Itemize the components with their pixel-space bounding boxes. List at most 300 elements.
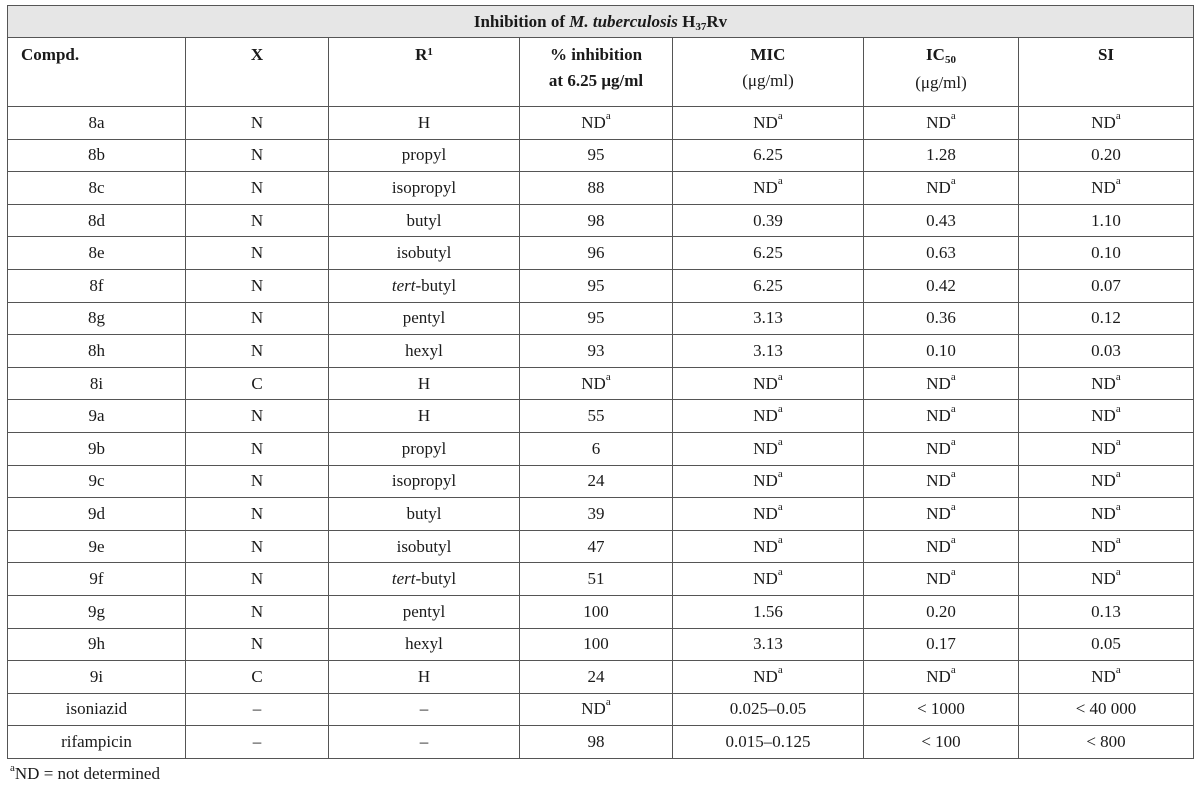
cell-si (1019, 563, 1194, 596)
cell-si-value: ND (1091, 112, 1116, 132)
cell-r1 (329, 269, 520, 302)
cell-r1-italic: tert (391, 569, 416, 589)
table-row (8, 595, 1194, 628)
cell-r1 (329, 595, 520, 628)
header-inhibition (520, 38, 673, 107)
cell-mic-value: 0.015–0.125 (725, 732, 811, 752)
cell-r1-text: – (419, 732, 429, 752)
cell-si-footnote-mark: a (1115, 468, 1121, 481)
cell-ic50-value: ND (926, 406, 951, 426)
cell-r1-text: isobutyl (396, 536, 452, 556)
cell-inhibition-value: 88 (587, 177, 605, 197)
cell-compd: 8c (8, 172, 186, 205)
cell-ic50 (864, 465, 1019, 498)
table-row (8, 335, 1194, 368)
table-row (8, 237, 1194, 270)
cell-ic50 (864, 530, 1019, 563)
cell-compd: 9h (8, 628, 186, 661)
cell-x: N (186, 563, 329, 596)
cell-r1-text: isobutyl (396, 243, 452, 263)
cell-si (1019, 269, 1194, 302)
cell-x: – (186, 693, 329, 726)
cell-ic50-footnote-mark: a (950, 500, 956, 513)
cell-si-value: 0.05 (1091, 634, 1121, 654)
cell-r1-text: propyl (401, 438, 447, 458)
cell-si-value: 0.20 (1091, 145, 1121, 165)
cell-si-footnote-mark: a (1115, 370, 1121, 383)
header-ic50-sub: 50 (944, 54, 956, 66)
cell-compd: 8i (8, 367, 186, 400)
cell-si (1019, 726, 1194, 759)
header-si: SI (1019, 38, 1194, 107)
cell-mic (673, 204, 864, 237)
cell-ic50 (864, 172, 1019, 205)
cell-si (1019, 530, 1194, 563)
cell-compd: 8f (8, 269, 186, 302)
cell-compd: isoniazid (8, 693, 186, 726)
cell-inhibition (520, 367, 673, 400)
cell-si-value: ND (1091, 177, 1116, 197)
cell-si-value: ND (1091, 406, 1116, 426)
cell-r1 (329, 726, 520, 759)
cell-mic (673, 302, 864, 335)
cell-inhibition (520, 172, 673, 205)
cell-inhibition (520, 498, 673, 531)
header-r1-base: R (415, 45, 428, 64)
cell-r1 (329, 693, 520, 726)
table-row (8, 726, 1194, 759)
cell-inhibition-value: 98 (587, 732, 605, 752)
cell-mic-value: 1.56 (753, 601, 783, 621)
cell-mic-value: 3.13 (753, 308, 783, 328)
cell-r1 (329, 498, 520, 531)
cell-mic (673, 400, 864, 433)
cell-x: N (186, 432, 329, 465)
cell-r1 (329, 563, 520, 596)
cell-r1-text: butyl (406, 210, 442, 230)
cell-ic50 (864, 107, 1019, 140)
cell-inhibition (520, 139, 673, 172)
cell-mic (673, 498, 864, 531)
cell-compd: 9e (8, 530, 186, 563)
cell-inhibition-footnote-mark: a (605, 109, 611, 122)
cell-compd: 8d (8, 204, 186, 237)
cell-ic50 (864, 204, 1019, 237)
cell-ic50-footnote-mark: a (950, 566, 956, 579)
cell-compd: rifampicin (8, 726, 186, 759)
cell-inhibition-value: 95 (587, 275, 605, 295)
header-mic (673, 38, 864, 107)
cell-inhibition-value: 100 (583, 634, 609, 654)
title-strain-main: H (682, 11, 696, 31)
cell-r1-text: H (417, 406, 431, 426)
cell-si (1019, 172, 1194, 205)
cell-compd: 9b (8, 432, 186, 465)
cell-mic-value: ND (753, 177, 778, 197)
cell-si-value: < 800 (1086, 732, 1126, 752)
cell-inhibition-value: 55 (587, 406, 605, 426)
header-ic50-line1 (870, 42, 1012, 70)
cell-inhibition (520, 465, 673, 498)
title-prefix: Inhibition of (473, 11, 570, 31)
cell-mic-footnote-mark: a (777, 566, 783, 579)
cell-si (1019, 237, 1194, 270)
cell-ic50-footnote-mark: a (950, 663, 956, 676)
cell-si-footnote-mark: a (1115, 435, 1121, 448)
cell-compd: 8e (8, 237, 186, 270)
cell-mic (673, 530, 864, 563)
cell-r1-text: isopropyl (391, 177, 457, 197)
cell-x: N (186, 269, 329, 302)
header-compd: Compd. (8, 38, 186, 107)
cell-r1-italic: tert (391, 275, 416, 295)
cell-si (1019, 595, 1194, 628)
cell-ic50-value: 0.10 (926, 340, 956, 360)
cell-r1-text: isopropyl (391, 471, 457, 491)
header-mic-line1: MIC (750, 45, 786, 64)
cell-mic (673, 661, 864, 694)
cell-r1 (329, 139, 520, 172)
cell-r1 (329, 107, 520, 140)
cell-si (1019, 400, 1194, 433)
table-title-row (8, 6, 1194, 38)
cell-compd: 8b (8, 139, 186, 172)
table-container (7, 5, 1193, 784)
cell-ic50-value: 0.36 (926, 308, 956, 328)
table-row (8, 563, 1194, 596)
cell-ic50 (864, 661, 1019, 694)
cell-mic-footnote-mark: a (777, 174, 783, 187)
cell-inhibition (520, 400, 673, 433)
cell-mic-value: 3.13 (753, 634, 783, 654)
cell-inhibition-value: 24 (587, 471, 605, 491)
cell-r1 (329, 628, 520, 661)
cell-r1 (329, 237, 520, 270)
header-inhibition-line2: at 6.25 μg/ml (548, 71, 644, 90)
cell-r1 (329, 204, 520, 237)
cell-ic50-value: 0.42 (926, 275, 956, 295)
cell-inhibition-value: 51 (587, 569, 605, 589)
cell-r1-text: hexyl (405, 634, 443, 654)
cell-ic50-value: 0.63 (926, 243, 956, 263)
cell-si (1019, 204, 1194, 237)
cell-x: N (186, 465, 329, 498)
cell-ic50-value: ND (926, 666, 951, 686)
cell-mic (673, 432, 864, 465)
cell-inhibition-value: ND (581, 112, 606, 132)
cell-si-footnote-mark: a (1115, 109, 1121, 122)
header-r1 (329, 38, 520, 107)
table-row (8, 628, 1194, 661)
cell-si-footnote-mark: a (1115, 533, 1121, 546)
cell-si-value: ND (1091, 666, 1116, 686)
cell-ic50-value: 1.28 (926, 145, 956, 165)
cell-mic (673, 367, 864, 400)
cell-si-footnote-mark: a (1115, 566, 1121, 579)
cell-x: C (186, 661, 329, 694)
title-strain-end: Rv (706, 11, 728, 31)
cell-x: N (186, 107, 329, 140)
cell-inhibition (520, 269, 673, 302)
cell-si-value: ND (1091, 438, 1116, 458)
cell-ic50-value: ND (926, 569, 951, 589)
cell-mic (673, 726, 864, 759)
cell-inhibition-footnote-mark: a (605, 370, 611, 383)
cell-inhibition-value: 6 (591, 438, 601, 458)
footnote-text: ND = not determined (14, 763, 160, 783)
cell-compd: 8h (8, 335, 186, 368)
cell-x: N (186, 400, 329, 433)
cell-x: C (186, 367, 329, 400)
cell-si-value: 0.13 (1091, 601, 1121, 621)
cell-mic-footnote-mark: a (777, 109, 783, 122)
header-ic50 (864, 38, 1019, 107)
cell-inhibition (520, 237, 673, 270)
table-title (8, 6, 1194, 38)
cell-compd: 9f (8, 563, 186, 596)
header-ic50-base: IC (926, 45, 945, 64)
cell-r1 (329, 432, 520, 465)
table-row (8, 693, 1194, 726)
cell-r1-text: pentyl (402, 601, 446, 621)
cell-inhibition-value: 98 (587, 210, 605, 230)
cell-r1 (329, 335, 520, 368)
cell-si-footnote-mark: a (1115, 663, 1121, 676)
cell-inhibition (520, 595, 673, 628)
cell-ic50-value: 0.43 (926, 210, 956, 230)
cell-ic50-footnote-mark: a (950, 174, 956, 187)
cell-mic-value: 6.25 (753, 145, 783, 165)
cell-ic50-footnote-mark: a (950, 533, 956, 546)
cell-si-value: 0.03 (1091, 340, 1121, 360)
cell-r1-text: – (419, 699, 429, 719)
title-strain-sub: 37 (695, 20, 707, 33)
table-row (8, 530, 1194, 563)
cell-r1-text: butyl (406, 503, 442, 523)
cell-r1-text: -butyl (415, 275, 457, 295)
cell-si (1019, 335, 1194, 368)
cell-r1-text: pentyl (402, 308, 446, 328)
cell-si-value: ND (1091, 536, 1116, 556)
cell-si (1019, 107, 1194, 140)
cell-mic-footnote-mark: a (777, 468, 783, 481)
cell-inhibition (520, 530, 673, 563)
cell-si-footnote-mark: a (1115, 403, 1121, 416)
cell-inhibition-value: 95 (587, 308, 605, 328)
cell-mic (673, 465, 864, 498)
cell-mic-value: ND (753, 438, 778, 458)
cell-mic-value: ND (753, 569, 778, 589)
cell-si (1019, 628, 1194, 661)
cell-inhibition (520, 661, 673, 694)
cell-r1 (329, 530, 520, 563)
table-row (8, 400, 1194, 433)
cell-x: N (186, 628, 329, 661)
cell-ic50 (864, 595, 1019, 628)
header-r1-sup: 1 (427, 46, 433, 58)
cell-mic-value: ND (753, 666, 778, 686)
cell-mic (673, 139, 864, 172)
cell-mic-value: ND (753, 373, 778, 393)
cell-x: N (186, 204, 329, 237)
cell-r1 (329, 661, 520, 694)
cell-r1-text: H (417, 666, 431, 686)
cell-si (1019, 302, 1194, 335)
cell-si (1019, 139, 1194, 172)
cell-ic50 (864, 432, 1019, 465)
inhibition-table (7, 5, 1194, 759)
cell-si (1019, 465, 1194, 498)
cell-r1-text: H (417, 112, 431, 132)
cell-inhibition (520, 726, 673, 759)
cell-si-footnote-mark: a (1115, 500, 1121, 513)
cell-mic-value: ND (753, 536, 778, 556)
cell-x: N (186, 595, 329, 628)
table-row (8, 432, 1194, 465)
table-row (8, 107, 1194, 140)
cell-x: N (186, 530, 329, 563)
cell-mic (673, 628, 864, 661)
cell-x: N (186, 139, 329, 172)
header-inhibition-line1: % inhibition (549, 45, 643, 64)
cell-mic-footnote-mark: a (777, 533, 783, 546)
cell-inhibition (520, 204, 673, 237)
cell-inhibition (520, 563, 673, 596)
cell-inhibition (520, 302, 673, 335)
cell-mic-value: 0.025–0.05 (729, 699, 807, 719)
cell-ic50 (864, 139, 1019, 172)
cell-si-value: ND (1091, 373, 1116, 393)
cell-si-value: ND (1091, 471, 1116, 491)
cell-ic50-footnote-mark: a (950, 435, 956, 448)
table-row (8, 367, 1194, 400)
cell-compd: 9g (8, 595, 186, 628)
title-strain (682, 12, 727, 31)
cell-inhibition (520, 693, 673, 726)
cell-inhibition-value: 95 (587, 145, 605, 165)
cell-r1-text: propyl (401, 145, 447, 165)
cell-ic50 (864, 563, 1019, 596)
cell-ic50 (864, 726, 1019, 759)
cell-r1-text: H (417, 373, 431, 393)
cell-ic50 (864, 237, 1019, 270)
footnote (7, 761, 1193, 784)
cell-ic50-value: 0.20 (926, 601, 956, 621)
cell-x: N (186, 498, 329, 531)
table-body (8, 107, 1194, 759)
cell-inhibition-value: 93 (587, 340, 605, 360)
header-ic50-line2: (μg/ml) (915, 73, 967, 92)
cell-inhibition-value: ND (581, 373, 606, 393)
cell-x: N (186, 237, 329, 270)
table-row (8, 465, 1194, 498)
cell-si (1019, 661, 1194, 694)
cell-ic50 (864, 498, 1019, 531)
cell-mic-footnote-mark: a (777, 663, 783, 676)
cell-ic50-value: ND (926, 112, 951, 132)
cell-compd: 8a (8, 107, 186, 140)
cell-mic-value: ND (753, 406, 778, 426)
cell-si-value: 0.07 (1091, 275, 1121, 295)
cell-mic-value: 3.13 (753, 340, 783, 360)
cell-mic (673, 335, 864, 368)
table-row (8, 661, 1194, 694)
cell-si (1019, 498, 1194, 531)
cell-r1 (329, 465, 520, 498)
cell-inhibition-value: 24 (587, 666, 605, 686)
cell-r1-text: hexyl (405, 340, 443, 360)
cell-ic50-footnote-mark: a (950, 468, 956, 481)
cell-si (1019, 367, 1194, 400)
cell-ic50 (864, 302, 1019, 335)
table-row (8, 204, 1194, 237)
cell-mic (673, 107, 864, 140)
table-row (8, 269, 1194, 302)
header-mic-line2: (μg/ml) (742, 71, 794, 90)
cell-inhibition-footnote-mark: a (605, 696, 611, 709)
cell-x: N (186, 335, 329, 368)
cell-ic50-value: ND (926, 536, 951, 556)
cell-ic50-value: < 100 (921, 732, 961, 752)
cell-mic-footnote-mark: a (777, 435, 783, 448)
cell-r1-text: -butyl (415, 569, 457, 589)
table-row (8, 302, 1194, 335)
cell-r1 (329, 367, 520, 400)
cell-mic (673, 563, 864, 596)
cell-r1 (329, 172, 520, 205)
cell-mic-value: 0.39 (753, 210, 783, 230)
cell-mic-value: 6.25 (753, 243, 783, 263)
cell-ic50-value: ND (926, 438, 951, 458)
cell-mic-value: ND (753, 471, 778, 491)
cell-ic50 (864, 269, 1019, 302)
cell-mic (673, 693, 864, 726)
cell-ic50 (864, 693, 1019, 726)
cell-mic-footnote-mark: a (777, 370, 783, 383)
header-x: X (186, 38, 329, 107)
table-row (8, 172, 1194, 205)
cell-x: N (186, 302, 329, 335)
cell-ic50 (864, 367, 1019, 400)
cell-mic-value: ND (753, 112, 778, 132)
cell-ic50 (864, 335, 1019, 368)
cell-inhibition (520, 335, 673, 368)
cell-ic50-value: ND (926, 373, 951, 393)
cell-r1 (329, 302, 520, 335)
cell-si-value: 1.10 (1091, 210, 1121, 230)
cell-mic-footnote-mark: a (777, 500, 783, 513)
cell-ic50-value: ND (926, 503, 951, 523)
cell-compd: 9d (8, 498, 186, 531)
cell-ic50-value: ND (926, 177, 951, 197)
cell-inhibition-value: ND (581, 699, 606, 719)
cell-inhibition-value: 47 (587, 536, 605, 556)
cell-si-value: 0.10 (1091, 243, 1121, 263)
cell-mic-footnote-mark: a (777, 403, 783, 416)
cell-mic (673, 269, 864, 302)
cell-si-value: < 40 000 (1075, 699, 1137, 719)
cell-compd: 9i (8, 661, 186, 694)
cell-si (1019, 693, 1194, 726)
cell-inhibition (520, 628, 673, 661)
cell-ic50-value: ND (926, 471, 951, 491)
cell-ic50-footnote-mark: a (950, 403, 956, 416)
cell-compd: 8g (8, 302, 186, 335)
cell-inhibition-value: 39 (587, 503, 605, 523)
footnote-mark: a (10, 761, 15, 774)
cell-ic50-footnote-mark: a (950, 109, 956, 122)
cell-si (1019, 432, 1194, 465)
